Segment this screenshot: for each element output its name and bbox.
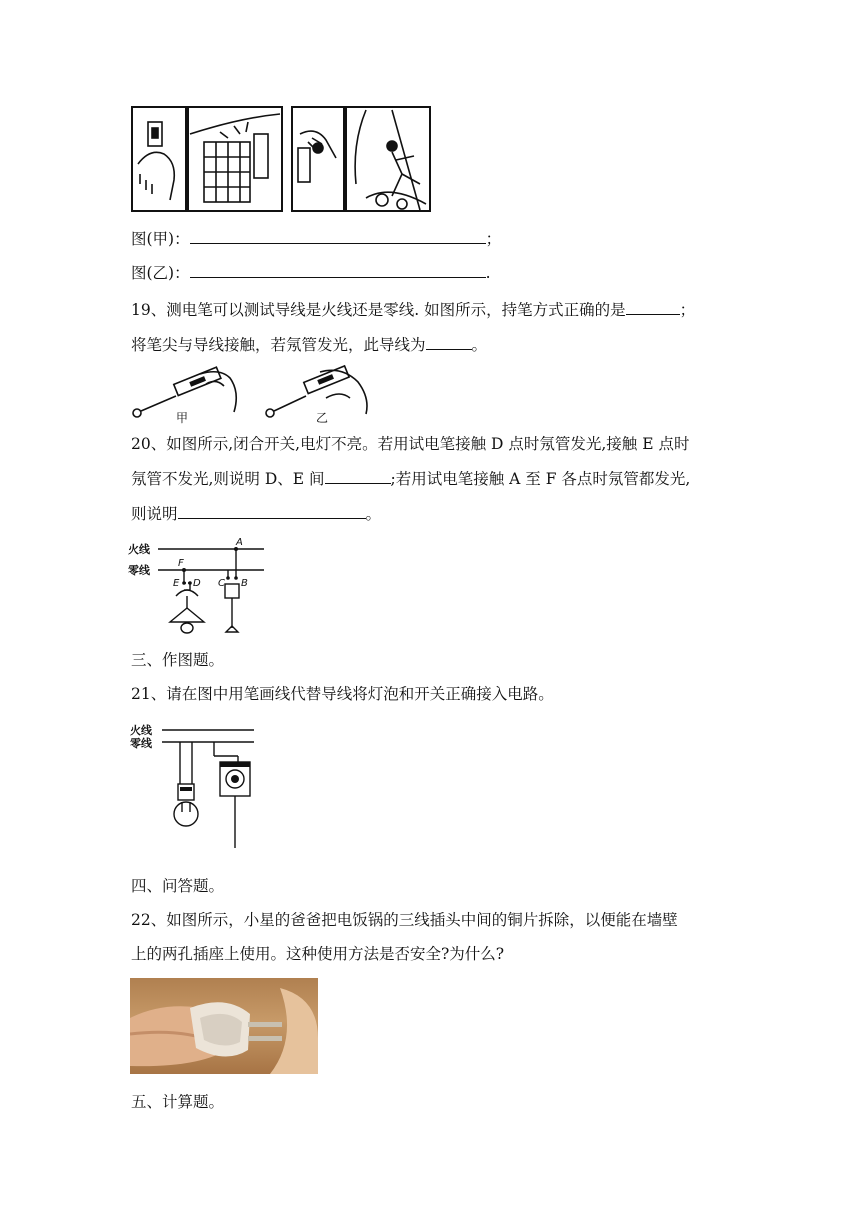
- q21-line: [131, 683, 554, 705]
- section-4-text: 四、问答题。: [131, 877, 225, 895]
- q20-line1: [131, 433, 689, 455]
- q20-point-f: F: [178, 558, 184, 569]
- q21-neutral-label: 零线: [130, 737, 152, 750]
- q21-live-label: 火线: [130, 724, 152, 737]
- q19-line2: [131, 334, 487, 356]
- section-5-heading: [131, 1091, 224, 1113]
- q19-line1: [131, 299, 695, 321]
- q22-plug-photo: [130, 978, 318, 1074]
- q19-label-yi: 乙: [316, 411, 329, 425]
- q18-yi-end: .: [485, 264, 491, 282]
- q20-neutral-label: 零线: [128, 564, 150, 577]
- q20-point-d: D: [193, 578, 201, 589]
- q20-point-a: A: [236, 538, 243, 548]
- q20-point-e: E: [173, 578, 180, 589]
- q18-jia-label: 图(甲)：: [131, 230, 190, 248]
- q20-circuit: [128, 538, 268, 638]
- section-5-text: 五、计算题。: [131, 1093, 225, 1111]
- q20-blank2[interactable]: [178, 504, 366, 519]
- q22-text2: 上的两孔插座上使用。这种使用方法是否安全?为什么?: [131, 945, 505, 963]
- q19-end2: 。: [471, 336, 488, 354]
- q20-live-label: 火线: [128, 543, 150, 556]
- q18-jia-line: [131, 228, 501, 250]
- q19-text1: 19、测电笔可以测试导线是火线还是零线. 如图所示，持笔方式正确的是: [131, 301, 626, 319]
- q22-text1: 22、如图所示，小星的爸爸把电饭锅的三线插头中间的铜片拆除，以便能在墙壁: [131, 911, 678, 929]
- q19-text2: 将笔尖与导线接触，若氖管发光，此导线为: [131, 336, 426, 354]
- q18-yi-line: [131, 262, 491, 284]
- q19-figure: [130, 362, 380, 426]
- q20-text2b: ;若用试电笔接触 A 至 F 各点时氖管都发光,: [390, 470, 691, 488]
- q19-label-jia: 甲: [176, 411, 189, 425]
- q19-end1: ；: [679, 301, 696, 319]
- q19-blank1[interactable]: [626, 300, 680, 315]
- q20-point-b: B: [241, 578, 248, 589]
- q20-blank1[interactable]: [325, 469, 391, 484]
- q18-jia-blank[interactable]: [190, 229, 486, 244]
- section-3-heading: [131, 649, 224, 671]
- q22-line2: [131, 943, 504, 965]
- q20-line3: [131, 503, 381, 525]
- q20-point-c: C: [218, 578, 225, 589]
- q19-blank2[interactable]: [426, 335, 472, 350]
- q18-jia-end: ；: [485, 230, 502, 248]
- q20-text2a: 氖管不发光,则说明 D、E 间: [131, 470, 325, 488]
- q18-figure: [130, 104, 432, 216]
- q20-text3b: 。: [365, 505, 382, 523]
- q21-circuit: [130, 720, 260, 852]
- q21-text: 21、请在图中用笔画线代替导线将灯泡和开关正确接入电路。: [131, 685, 554, 703]
- q18-yi-blank[interactable]: [190, 263, 486, 278]
- section-4-heading: [131, 875, 224, 897]
- section-3-text: 三、作图题。: [131, 651, 225, 669]
- q18-yi-label: 图(乙)：: [131, 264, 190, 282]
- q20-text1: 20、如图所示,闭合开关,电灯不亮。若用试电笔接触 D 点时氖管发光,接触 E 点时: [131, 435, 690, 453]
- q20-line2: [131, 468, 690, 490]
- q20-text3a: 则说明: [131, 505, 178, 523]
- q22-line1: [131, 909, 678, 931]
